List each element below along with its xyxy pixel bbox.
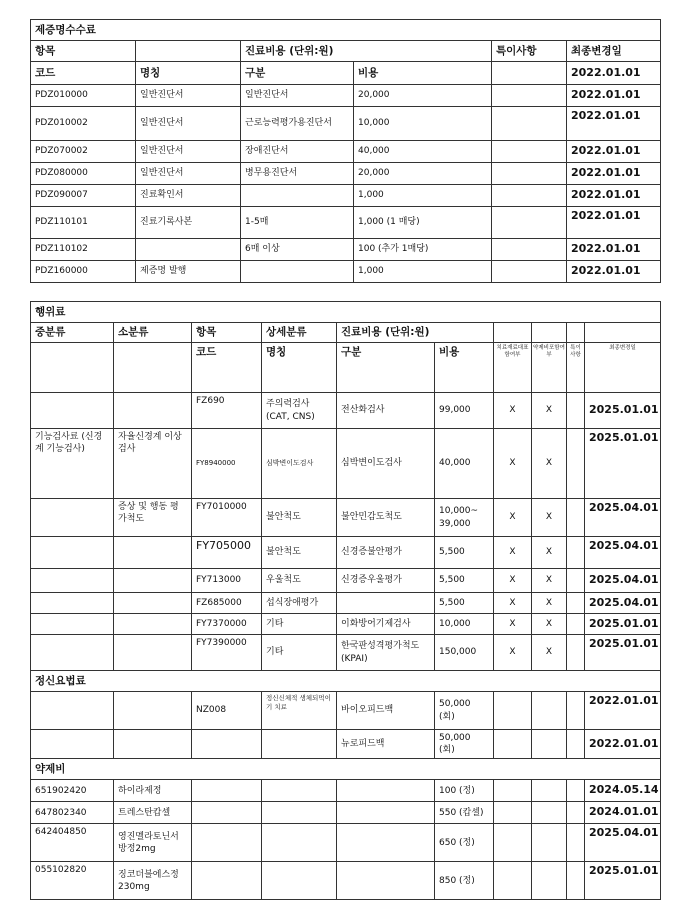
act-code: FZ685000 <box>192 593 262 614</box>
drug-section-title: 약제비 <box>31 759 661 780</box>
act-date: 2025.01.01 <box>585 614 661 635</box>
psych-section-title: 정신요법료 <box>31 671 661 692</box>
header-sub-category: 소분류 <box>114 323 192 343</box>
fee-name: 일반진단서 <box>136 107 241 141</box>
certificate-fee-table <box>30 19 661 283</box>
header-price: 비용 <box>354 62 492 85</box>
table-row <box>31 802 661 824</box>
group-function-test: 기능검사료 (신경계 기능검사) <box>31 429 114 499</box>
act-material-flag: X <box>494 393 532 429</box>
act-price: 5,500 <box>435 537 494 569</box>
psych-kind: 뉴로피드백 <box>337 730 435 759</box>
table-row <box>31 824 661 862</box>
act-date: 2025.04.01 <box>585 569 661 593</box>
act-price: 5,500 <box>435 569 494 593</box>
act-header-row-1 <box>31 323 661 343</box>
act-price: 5,500 <box>435 593 494 614</box>
header-change-date: 최종변경일 <box>585 343 661 393</box>
header-drug-included: 약제비포함여부 <box>532 343 567 393</box>
act-name: 심박변이도검사 <box>262 429 337 499</box>
act-date: 2025.01.01 <box>585 635 661 671</box>
act-kind: 불안민감도척도 <box>337 499 435 537</box>
header-cost: 진료비용 (단위:원) <box>337 323 494 343</box>
drug-name: 징코더블에스정 230mg <box>114 862 192 900</box>
fee-date: 2022.01.01 <box>567 185 661 207</box>
fee-date: 2022.01.01 <box>567 85 661 107</box>
fee-kind: 일반진단서 <box>241 85 354 107</box>
drug-code: 651902420 <box>31 780 114 802</box>
act-header-row-2 <box>31 343 661 393</box>
table-row <box>31 261 661 283</box>
header-material-included: 치료재료대표함여부 <box>494 343 532 393</box>
fee-kind <box>241 185 354 207</box>
fee-kind: 6매 이상 <box>241 239 354 261</box>
psych-title-row <box>31 671 661 692</box>
drug-date: 2024.05.14 <box>585 780 661 802</box>
drug-code: 642404850 <box>31 824 114 862</box>
drug-date: 2025.04.01 <box>585 824 661 862</box>
header-note: 특이사항 <box>567 343 585 393</box>
act-price: 150,000 <box>435 635 494 671</box>
act-price: 10,000 <box>435 614 494 635</box>
table-row <box>31 107 661 141</box>
act-kind: 한국판성격평가척도 (KPAI) <box>337 635 435 671</box>
act-section-title: 행위료 <box>31 302 661 323</box>
fee-name: 진료기록사본 <box>136 207 241 239</box>
header-item: 항목 <box>192 323 262 343</box>
fee-name: 진료확인서 <box>136 185 241 207</box>
fee-kind: 장애진단서 <box>241 141 354 163</box>
drug-price: 650 (정) <box>435 824 494 862</box>
fee-code: PDZ110101 <box>31 207 136 239</box>
table-row <box>31 569 661 593</box>
fee-date: 2022.01.01 <box>567 163 661 185</box>
fee-title-row <box>31 20 661 41</box>
act-material-flag: X <box>494 499 532 537</box>
table-row <box>31 239 661 261</box>
act-title-row <box>31 302 661 323</box>
fee-date: 2022.01.01 <box>567 141 661 163</box>
fee-section-title: 제증명수수료 <box>31 20 661 41</box>
psych-date: 2022.01.01 <box>585 730 661 759</box>
act-price: 10,000~ 39,000 <box>435 499 494 537</box>
drug-code: 055102820 <box>31 862 114 900</box>
sub-symptom-scale: 증상 및 행동 평가척도 <box>114 499 192 537</box>
table-row <box>31 429 661 499</box>
act-drug-flag: X <box>532 635 567 671</box>
act-material-flag: X <box>494 635 532 671</box>
act-kind: 신경증불안평가 <box>337 537 435 569</box>
psych-price: 50,000 (회) <box>435 730 494 759</box>
drug-code: 647802340 <box>31 802 114 824</box>
act-drug-flag: X <box>532 614 567 635</box>
fee-name: 제증명 발행 <box>136 261 241 283</box>
table-row <box>31 614 661 635</box>
act-date: 2025.04.01 <box>585 593 661 614</box>
fee-kind: 근로능력평가용진단서 <box>241 107 354 141</box>
fee-header-row-1 <box>31 41 661 62</box>
fee-price: 1,000 <box>354 185 492 207</box>
fee-code: PDZ010000 <box>31 85 136 107</box>
act-drug-flag: X <box>532 537 567 569</box>
act-kind: 전산화검사 <box>337 393 435 429</box>
table-row <box>31 862 661 900</box>
header-code: 코드 <box>192 343 262 393</box>
table-row <box>31 185 661 207</box>
act-code: FY705000 <box>192 537 262 569</box>
act-drug-flag: X <box>532 429 567 499</box>
fee-price: 20,000 <box>354 85 492 107</box>
act-material-flag: X <box>494 537 532 569</box>
fee-date: 2022.01.01 <box>567 261 661 283</box>
table-row <box>31 163 661 185</box>
sub-autonomic-test: 자율신경계 이상검사 <box>114 429 192 499</box>
table-row <box>31 537 661 569</box>
table-row <box>31 85 661 107</box>
act-material-flag: X <box>494 614 532 635</box>
act-code: FY7010000 <box>192 499 262 537</box>
table-row <box>31 141 661 163</box>
act-name: 불안척도 <box>262 499 337 537</box>
header-note: 특이사항 <box>492 41 567 62</box>
fee-price: 100 (추가 1매당) <box>354 239 492 261</box>
act-name: 기타 <box>262 614 337 635</box>
act-code: FY7390000 <box>192 635 262 671</box>
header-name: 명칭 <box>262 343 337 393</box>
fee-price: 1,000 <box>354 261 492 283</box>
act-material-flag: X <box>494 569 532 593</box>
fee-code: PDZ010002 <box>31 107 136 141</box>
drug-price: 850 (정) <box>435 862 494 900</box>
act-material-flag: X <box>494 593 532 614</box>
fee-price: 1,000 (1 매당) <box>354 207 492 239</box>
table-row <box>31 499 661 537</box>
header-date: 최종변경일 <box>567 41 661 62</box>
act-name: 주의력검사 (CAT, CNS) <box>262 393 337 429</box>
act-code: FY7370000 <box>192 614 262 635</box>
drug-date: 2025.01.01 <box>585 862 661 900</box>
psych-kind: 바이오피드백 <box>337 692 435 730</box>
header-cost: 진료비용 (단위:원) <box>241 41 492 62</box>
header-name: 명칭 <box>136 62 241 85</box>
act-code: FY8940000 <box>192 429 262 499</box>
drug-price: 550 (캅셀) <box>435 802 494 824</box>
header-code: 코드 <box>31 62 136 85</box>
act-drug-flag: X <box>532 593 567 614</box>
fee-price: 40,000 <box>354 141 492 163</box>
act-name: 섭식장애평가 <box>262 593 337 614</box>
fee-name: 일반진단서 <box>136 141 241 163</box>
act-price: 40,000 <box>435 429 494 499</box>
header-item: 항목 <box>31 41 136 62</box>
drug-date: 2024.01.01 <box>585 802 661 824</box>
fee-name: 일반진단서 <box>136 85 241 107</box>
act-code: FZ690 <box>192 393 262 429</box>
header-mid-category: 중분류 <box>31 323 114 343</box>
psych-date: 2022.01.01 <box>585 692 661 730</box>
act-date: 2025.04.01 <box>585 537 661 569</box>
header-change-date: 2022.01.01 <box>567 62 661 85</box>
act-kind: 신경증우울평가 <box>337 569 435 593</box>
fee-code: PDZ110102 <box>31 239 136 261</box>
fee-code: PDZ080000 <box>31 163 136 185</box>
psych-price: 50,000 (회) <box>435 692 494 730</box>
header-kind: 구분 <box>241 62 354 85</box>
drug-title-row <box>31 759 661 780</box>
fee-code: PDZ160000 <box>31 261 136 283</box>
table-row <box>31 635 661 671</box>
fee-kind: 1-5매 <box>241 207 354 239</box>
act-kind: 심박변이도검사 <box>337 429 435 499</box>
table-row <box>31 692 661 730</box>
table-row <box>31 780 661 802</box>
psych-code: NZ008 <box>192 692 262 730</box>
fee-date: 2022.01.01 <box>567 107 661 141</box>
table-row <box>31 393 661 429</box>
act-drug-flag: X <box>532 569 567 593</box>
fee-code: PDZ070002 <box>31 141 136 163</box>
drug-name: 트레스탄캅셀 <box>114 802 192 824</box>
psych-name: 정신신체적 생체되먹이기 치료 <box>262 692 337 730</box>
act-date: 2025.01.01 <box>585 429 661 499</box>
act-kind <box>337 593 435 614</box>
act-drug-flag: X <box>532 499 567 537</box>
drug-price: 100 (정) <box>435 780 494 802</box>
drug-name: 하이라제정 <box>114 780 192 802</box>
act-name: 불안척도 <box>262 537 337 569</box>
fee-name <box>136 239 241 261</box>
fee-header-row-2 <box>31 62 661 85</box>
act-name: 우울척도 <box>262 569 337 593</box>
table-row <box>31 207 661 239</box>
fee-price: 20,000 <box>354 163 492 185</box>
act-code: FY713000 <box>192 569 262 593</box>
act-price: 99,000 <box>435 393 494 429</box>
header-price: 비용 <box>435 343 494 393</box>
table-row <box>31 593 661 614</box>
act-date: 2025.01.01 <box>585 393 661 429</box>
fee-price: 10,000 <box>354 107 492 141</box>
drug-name: 영진멜라토닌서방정2mg <box>114 824 192 862</box>
fee-date: 2022.01.01 <box>567 207 661 239</box>
act-drug-flag: X <box>532 393 567 429</box>
act-name: 기타 <box>262 635 337 671</box>
act-material-flag: X <box>494 429 532 499</box>
fee-name: 일반진단서 <box>136 163 241 185</box>
table-row <box>31 730 661 759</box>
act-date: 2025.04.01 <box>585 499 661 537</box>
header-detail: 상세분류 <box>262 323 337 343</box>
fee-kind: 병무용진단서 <box>241 163 354 185</box>
act-kind: 이화방어기제검사 <box>337 614 435 635</box>
fee-kind <box>241 261 354 283</box>
procedure-fee-table <box>30 301 661 900</box>
header-kind: 구분 <box>337 343 435 393</box>
fee-date: 2022.01.01 <box>567 239 661 261</box>
fee-code: PDZ090007 <box>31 185 136 207</box>
